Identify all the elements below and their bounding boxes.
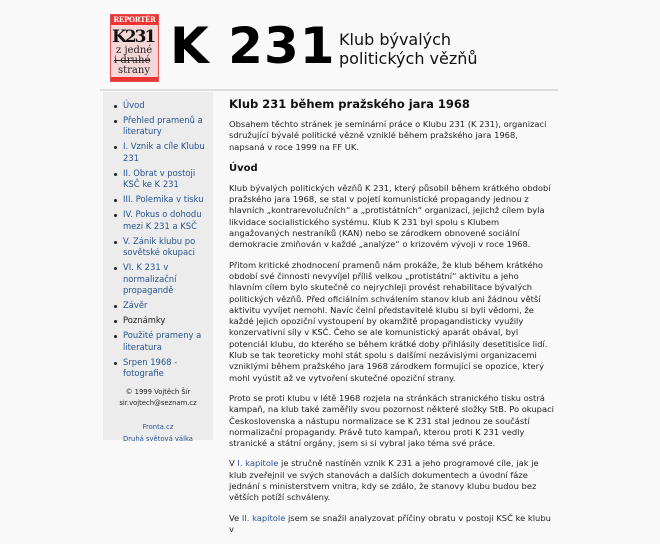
main-content xyxy=(229,97,554,544)
text: Ve xyxy=(229,512,242,523)
sidebar-item[interactable] xyxy=(103,115,213,138)
sidebar-item-label[interactable]: Srpen 1968 - fotografie xyxy=(123,356,178,379)
sidebar-item-label[interactable]: Závěr xyxy=(123,300,148,311)
sidebar-item[interactable] xyxy=(103,141,213,164)
bullet-icon xyxy=(114,267,117,270)
sidebar-item-label[interactable]: IV. Pokus o dohodu mezi K 231 a KSČ xyxy=(123,209,202,231)
logo-line: i druhé xyxy=(114,55,151,66)
chapter-2-link[interactable]: II. kapitole xyxy=(241,512,286,523)
sidebar-item[interactable] xyxy=(103,168,213,191)
bullet-icon xyxy=(114,241,117,244)
bullet-icon xyxy=(114,214,117,217)
bullet-icon xyxy=(114,335,117,338)
sidebar-item-label[interactable]: VI. K 231 v normalizační propagandě xyxy=(123,262,177,296)
chapter-2-paragraph xyxy=(229,513,554,536)
chapter-1-link[interactable]: I. kapitole xyxy=(237,458,279,469)
sidebar-item[interactable] xyxy=(103,300,213,312)
site-subtitle xyxy=(339,30,478,68)
sidebar-item-label[interactable]: III. Polemika v tisku xyxy=(123,194,204,205)
sidebar-item[interactable] xyxy=(103,209,213,232)
sidebar-item[interactable] xyxy=(103,194,213,206)
bullet-icon xyxy=(114,305,117,308)
subtitle-line-2: politických vězňů xyxy=(339,49,478,68)
bullet-icon xyxy=(114,362,117,365)
header-divider xyxy=(100,89,558,91)
sidebar-item-label[interactable]: Použité prameny a literatura xyxy=(123,330,202,352)
sidebar-item[interactable] xyxy=(103,236,213,259)
body-paragraph: Proto se proti klubu v létě 1968 rozjela na stránkách stranického tisku ostrá kampaň, na klub také zaměřily svou pozornost některé složky StB. Po okupaci Československa a nástupu normalizace se K 231 stal jednou ze součástí normalizační propagandy. Právě tuto kampaň, kterou proti K 231 vedly stranické a státní orgány, jsem si si vybral jako téma své práce. xyxy=(229,392,554,449)
sidebar-item-label[interactable]: V. Zánik klubu po sovětské okupaci xyxy=(123,235,196,258)
logo-line: z jedné xyxy=(116,45,153,56)
bullet-icon xyxy=(114,320,117,323)
logo-headline: K231 xyxy=(112,27,155,47)
copyright-text: © 1999 Vojtěch Šír xyxy=(125,387,191,396)
page-title: Klub 231 během pražského jara 1968 xyxy=(229,97,470,111)
logo-line: strany xyxy=(118,65,150,76)
sidebar-item[interactable] xyxy=(103,100,213,112)
reporter-magazine-logo xyxy=(110,14,159,82)
logo-masthead: REPORTÉR xyxy=(111,15,158,25)
bullet-icon xyxy=(114,146,117,149)
logo-footer-bar xyxy=(111,77,158,81)
sidebar-item-label[interactable]: Úvod xyxy=(123,100,145,110)
bullet-icon xyxy=(114,105,117,108)
site-title: K 231 xyxy=(170,17,336,75)
sidebar-item[interactable] xyxy=(103,262,213,297)
sidebar-credits xyxy=(103,387,213,409)
section-heading: Úvod xyxy=(229,162,258,174)
intro-paragraph: Obsahem těchto stránek je seminární práce o Klubu 231 (K 231), organizaci sdružující bývalé politické vězně vzniklé během pražského jara 1968, napsaná v roce 1999 na FF UK. xyxy=(229,119,547,152)
link-druha-svetova-valka[interactable]: Druhá světová válka xyxy=(123,434,193,443)
link-fronta[interactable]: Fronta.cz xyxy=(142,422,174,431)
sidebar-item-label[interactable]: Přehled pramenů a literatury xyxy=(123,114,203,137)
text: V xyxy=(229,458,238,469)
sidebar-item-label[interactable]: I. Vznik a cíle Klubu 231 xyxy=(123,141,205,163)
text: jsem se snažil analyzovat příčiny obratu v postoji KSČ ke klubu v xyxy=(229,512,551,534)
sidebar-item-label: Poznámky xyxy=(123,315,166,326)
external-links xyxy=(103,421,213,445)
sidebar-nav xyxy=(103,92,213,443)
site-header xyxy=(103,12,558,90)
bullet-icon xyxy=(114,120,117,123)
sidebar-item[interactable] xyxy=(103,330,213,353)
nav-list xyxy=(103,92,213,380)
body-paragraph: Klub bývalých politických vězňů K 231, který působil během krátkého období pražského jara 1968, se stal v pojetí komunistické propagandy jednou z hlavních „kontrarevolučních“ a „protistátních“ organizací, jejichž cílem byla likvidace socialistického systému. Klub K 231 byl spolu s Klubem angažovaných nestraníků (KAN) nebo se zárodkem obnovené sociální demokracie zmiňován v každé „analýze“ o krizovém vývoji v roce 1968. xyxy=(229,182,551,250)
bullet-icon xyxy=(114,199,117,202)
sidebar-item xyxy=(103,315,213,327)
sidebar-item[interactable] xyxy=(103,357,213,380)
chapter-1-paragraph xyxy=(229,458,554,503)
text: je stručně nastíněn vznik K 231 a jeho programové cíle, jak je klub zveřejnil ve svých stanovách a dalších dokumentech a úvodní fáze jednání s ministerstvem vnitra, kdy se zdálo, že stanovy klubu budou bez větších potíží schváleny. xyxy=(229,458,539,503)
body-paragraph: Přitom kritické zhodnocení pramenů nám prokáže, že klub během krátkého období své činnosti nevyvíjel příliš velkou „protistátní“ aktivitu a jeho hlavním cílem bylo skutečně co nejrychleji provést rehabilitace bývalých politických vězňů. Před oficiálním schválením stanov klub ani žádnou větší aktivitu vyvíjet nemohl. Navíc čelní představitelé klubu si byli vědomi, že každé jejich opoziční vystoupení by okamžitě propagandisticky využily konzervativní síly v KSČ. Čeho se ale komunistický aparát obával, byl potenciál klubu, do kterého se během krátké doby přihlásily desetitisíce lidí. Klub se tak teoreticky mohl stát spolu s dalšími nezávislými organizacemi vzniklými během pražského jara 1968 zárodkem formující se opozice, který mohl vyústit až ve vytvoření skutečné opoziční strany. xyxy=(229,259,548,383)
bullet-icon xyxy=(114,173,117,176)
subtitle-line-1: Klub bývalých xyxy=(339,30,452,49)
author-email: sir.vojtech@seznam.cz xyxy=(119,398,197,407)
sidebar-item-label[interactable]: II. Obrat v postoji KSČ ke K 231 xyxy=(123,167,196,190)
